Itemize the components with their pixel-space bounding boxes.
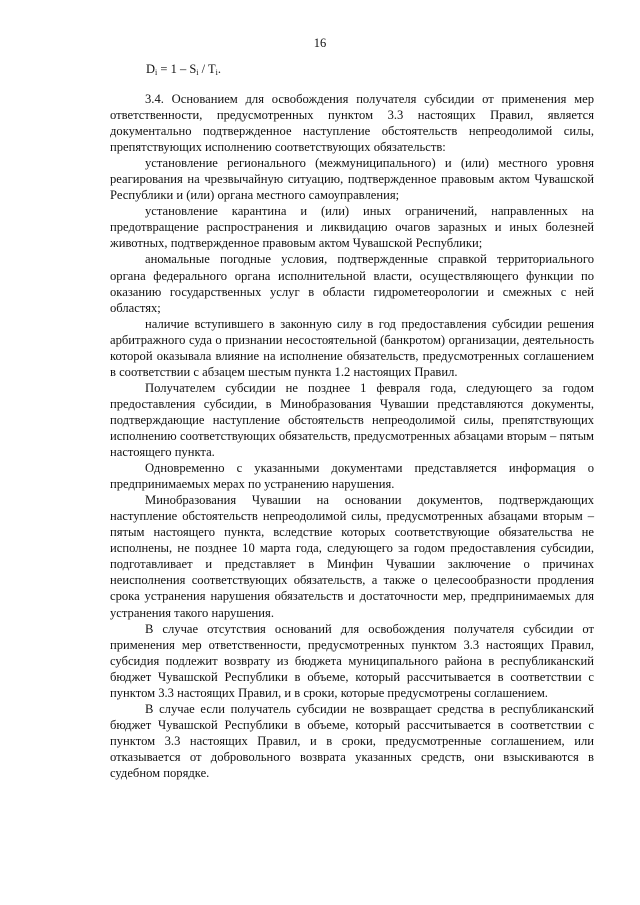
formula-end-subscript: i — [215, 68, 218, 77]
paragraph-bankruptcy-decision: наличие вступившего в законную силу в год предоставления субсидии решения арбитражного суда о признании несостоятельной (банкротом) организации, деятельность которой оказывала влияние на исполнение обязательств, предусмотренных соглашением в соответствии с абзацем шестым пункта 1.2 настоящих Правил. — [110, 316, 594, 379]
formula-separator: / T — [198, 62, 216, 76]
paragraph-weather-conditions: аномальные погодные условия, подтвержденные справкой территориального органа федерального органа исполнительной власти, осуществляющего функции по оказанию государственных услуг в области гидрометеорологии и смежных с ней областях; — [110, 252, 594, 315]
paragraph-3-4-intro: 3.4. Основанием для освобождения получателя субсидии от применения мер ответственности, предусмотренных пунктом 3.3 настоящих Правил, является документально подтвержденное наступление обстоятельств непреодолимой силы, препятствующих исполнению соответствующих обязательств: — [110, 92, 594, 155]
formula-tail: . — [217, 62, 222, 76]
paragraph-emergency-regime: установление регионального (межмуниципального) и (или) местного уровня реагирования на чрезвычайную ситуацию, подтвержденное правовым актом Чувашской Республики и (или) органа местного самоуправления; — [110, 156, 594, 203]
formula-lhs: D — [146, 62, 156, 76]
paragraph-documents-deadline: Получателем субсидии не позднее 1 февраля года, следующего за годом предоставления субсидии, в Минобразования Чувашии представляются документы, подтверждающие наступление обстоятельств непреодолимой силы, препятствующих исполнению соответствующих обязательств, предусмотренных абзацами вторым – пятым настоящего пункта. — [110, 380, 594, 460]
paragraph-remedial-measures: Одновременно с указанными документами представляется информация о предпринимаемых мерах по устранению нарушения. — [110, 461, 594, 492]
paragraph-judicial-recovery: В случае если получатель субсидии не возвращает средства в республиканский бюджет Чувашской Республики в объеме, который рассчитывается в соответствии с пунктом 3.3 настоящих Правил, и в сроки, предусмотренные соглашением, или отказывается от добровольного возврата указанных средств, они взыскиваются в судебном порядке. — [110, 701, 594, 780]
formula — [146, 62, 221, 77]
formula-lhs-subscript: i — [155, 68, 158, 77]
formula-middle: = 1 – S — [157, 62, 197, 76]
page-number: 16 — [313, 36, 327, 50]
paragraph-subsidy-return: В случае отсутствия оснований для освобождения получателя субсидии от применения мер ответственности, предусмотренных пунктом 3.3 настоящих Правил, субсидия подлежит возврату из бюджета муниципального района в республиканский бюджет Чувашской Республики в объеме, который рассчитывается в соответствии с пунктом 3.3 настоящих Правил, и в сроки, которые предусмотрены соглашением. — [110, 621, 594, 700]
document-body — [110, 91, 594, 781]
paragraph-quarantine: установление карантина и (или) иных ограничений, направленных на предотвращение распространения и ликвидацию очагов заразных и иных болезней животных, подтвержденное правовым актом Чувашской Республики; — [110, 204, 594, 251]
formula-middle-subscript: i — [196, 68, 199, 77]
paragraph-ministry-conclusion: Минобразования Чувашии на основании документов, подтверждающих наступление обстоятельств непреодолимой силы, предусмотренных абзацами вторым – пятым настоящего пункта, вследствие которых соответствующие обязательства не исполнены, не позднее 10 марта года, следующего за годом предоставления субсидии, подготавливает и представляет в Минфин Чувашии заключение о причинах неисполнения соответствующих обязательств, а также о целесообразности продления срока устранения нарушения обязательств и достаточности мер, предпринимаемых для устранения такого нарушения. — [110, 493, 594, 620]
